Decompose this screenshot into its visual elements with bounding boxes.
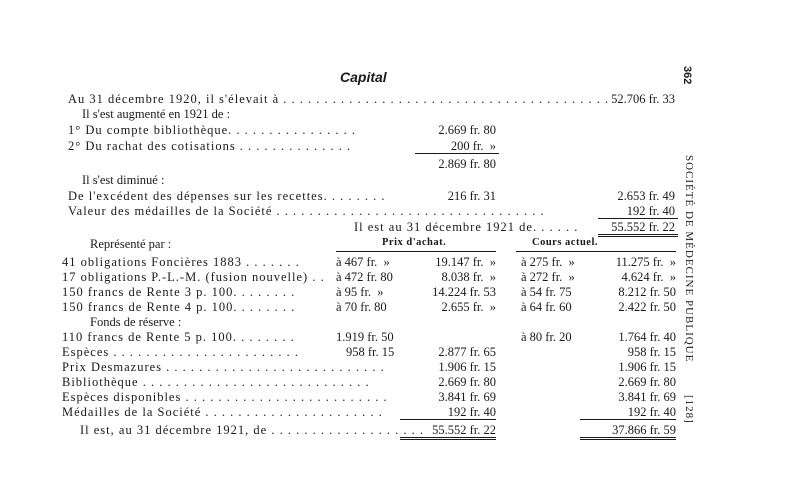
aug1-label: 1° Du compte bibliothèque. . . . . . . . . . . . . . . .	[68, 123, 357, 137]
holding-purchase: 2.655 fr. »	[441, 300, 496, 314]
augmentation-heading: Il s'est augmenté en 1921 de :	[82, 107, 231, 121]
other-current: 192 fr. 40	[627, 405, 676, 419]
holding-current-unit: à 275 fr. »	[521, 255, 575, 269]
especes-unit: 958 fr. 15	[346, 345, 395, 359]
holding-current-unit: à 272 fr. »	[521, 270, 575, 284]
rule-final-current-3	[580, 439, 676, 440]
other-label: Espèces disponibles . . . . . . . . . . . . . . . . . . . . . . . . .	[62, 390, 388, 404]
reserve-current-unit: à 80 fr. 20	[521, 330, 572, 344]
rule-final-purchase	[400, 419, 496, 420]
page-title: Capital	[340, 69, 387, 85]
rule-final-purchase-3	[400, 439, 496, 440]
reserve-heading: Fonds de réserve :	[90, 315, 182, 329]
holding-unit: à 467 fr. »	[336, 255, 390, 269]
holding-purchase: 14.224 fr. 53	[432, 285, 496, 299]
rule-aug	[415, 153, 499, 154]
dim1-label: De l'excédent des dépenses sur les recettes. . . . . . . .	[68, 189, 386, 203]
holding-current-unit: à 54 fr. 75	[521, 285, 572, 299]
dim1-right: 2.653 fr. 49	[617, 189, 675, 203]
especes-purchase: 2.877 fr. 65	[438, 345, 496, 359]
aug2-label: 2° Du rachat des cotisations . . . . . . . . . . . . . .	[68, 139, 352, 153]
other-purchase: 1.906 fr. 15	[438, 360, 496, 374]
diminution-heading: Il s'est diminué :	[82, 173, 165, 187]
holding-purchase: 19.147 fr. »	[435, 255, 496, 269]
other-label: Prix Desmazures . . . . . . . . . . . . . . . . . . . . . . . . . . .	[62, 360, 385, 374]
holding-label: 150 francs de Rente 4 p. 100. . . . . . . .	[62, 300, 296, 314]
other-current: 2.669 fr. 80	[618, 375, 676, 389]
dim2-right: 192 fr. 40	[626, 204, 675, 218]
especes-current: 958 fr. 15	[627, 345, 676, 359]
other-label: Médailles de la Société . . . . . . . . . . . . . . . . . . . . . .	[62, 405, 383, 419]
aug1-amount: 2.669 fr. 80	[438, 123, 496, 137]
aug2-amount: 200 fr. »	[450, 139, 496, 153]
holding-unit: à 95 fr. »	[336, 285, 384, 299]
holding-purchase: 8.038 fr. »	[441, 270, 496, 284]
other-current: 1.906 fr. 15	[618, 360, 676, 374]
reserve-current: 1.764 fr. 40	[618, 330, 676, 344]
holding-current-unit: à 64 fr. 60	[521, 300, 572, 314]
rule-final-purchase-2	[400, 437, 496, 438]
holding-label: 150 francs de Rente 3 p. 100. . . . . . . .	[62, 285, 296, 299]
holding-current: 11.275 fr. »	[615, 255, 676, 269]
holding-current: 4.624 fr. »	[621, 270, 676, 284]
other-purchase: 2.669 fr. 80	[438, 375, 496, 389]
reserve-label: 110 francs de Rente 5 p. 100. . . . . . . .	[62, 330, 295, 344]
running-head: SOCIÉTÉ DE MÉDECINE PUBLIQUE	[683, 155, 695, 363]
amount-1920: 52.706 fr. 33	[611, 92, 675, 106]
rule-final-current	[580, 419, 676, 420]
dim1-amount: 216 fr. 31	[447, 189, 496, 203]
represented-heading: Représenté par :	[90, 237, 172, 251]
col-current-header: Cours actuel.	[532, 237, 598, 248]
rule-col-current	[516, 251, 676, 252]
rule-col-purchase	[336, 251, 496, 252]
other-current: 3.841 fr. 69	[618, 390, 676, 404]
rule-result-2	[598, 236, 678, 237]
line-1920: Au 31 décembre 1920, il s'élevait à . . . . . . . . . . . . . . . . . . . . . . . . . . . . . . . . . . . . . . . .	[68, 92, 610, 106]
other-purchase: 3.841 fr. 69	[438, 390, 496, 404]
page-number: 362	[681, 66, 693, 85]
rule-final-current-2	[580, 437, 676, 438]
result-amount: 55.552 fr. 22	[611, 220, 675, 234]
final-current: 37.866 fr. 59	[612, 423, 676, 437]
rule-result-1	[598, 234, 678, 235]
rule-dim	[598, 218, 678, 219]
side-number: [128]	[683, 395, 695, 424]
especes-label: Espèces . . . . . . . . . . . . . . . . . . . . . . .	[62, 345, 300, 359]
other-label: Bibliothèque . . . . . . . . . . . . . . . . . . . . . . . . . . . .	[62, 375, 370, 389]
holding-unit: à 472 fr. 80	[336, 270, 393, 284]
holding-label: 41 obligations Foncières 1883 . . . . . . .	[62, 255, 300, 269]
holding-current: 2.422 fr. 50	[618, 300, 676, 314]
aug-total: 2.869 fr. 80	[438, 157, 496, 171]
other-purchase: 192 fr. 40	[447, 405, 496, 419]
col-purchase-header: Prix d'achat.	[382, 237, 447, 248]
holding-current: 8.212 fr. 50	[618, 285, 676, 299]
result-label: Il est au 31 décembre 1921 de. . . . . .	[354, 220, 579, 234]
holding-unit: à 70 fr. 80	[336, 300, 387, 314]
reserve-unit: 1.919 fr. 50	[336, 330, 394, 344]
final-purchase: 55.552 fr. 22	[432, 423, 496, 437]
holding-label: 17 obligations P.-L.-M. (fusion nouvelle) . .	[62, 270, 325, 284]
dim2-label: Valeur des médailles de la Société . . . . . . . . . . . . . . . . . . . . . . . . . . . . . . . . .	[68, 204, 545, 218]
final-label: Il est, au 31 décembre 1921, de . . . . . . . . . . . . . . . . . . .	[80, 423, 424, 437]
